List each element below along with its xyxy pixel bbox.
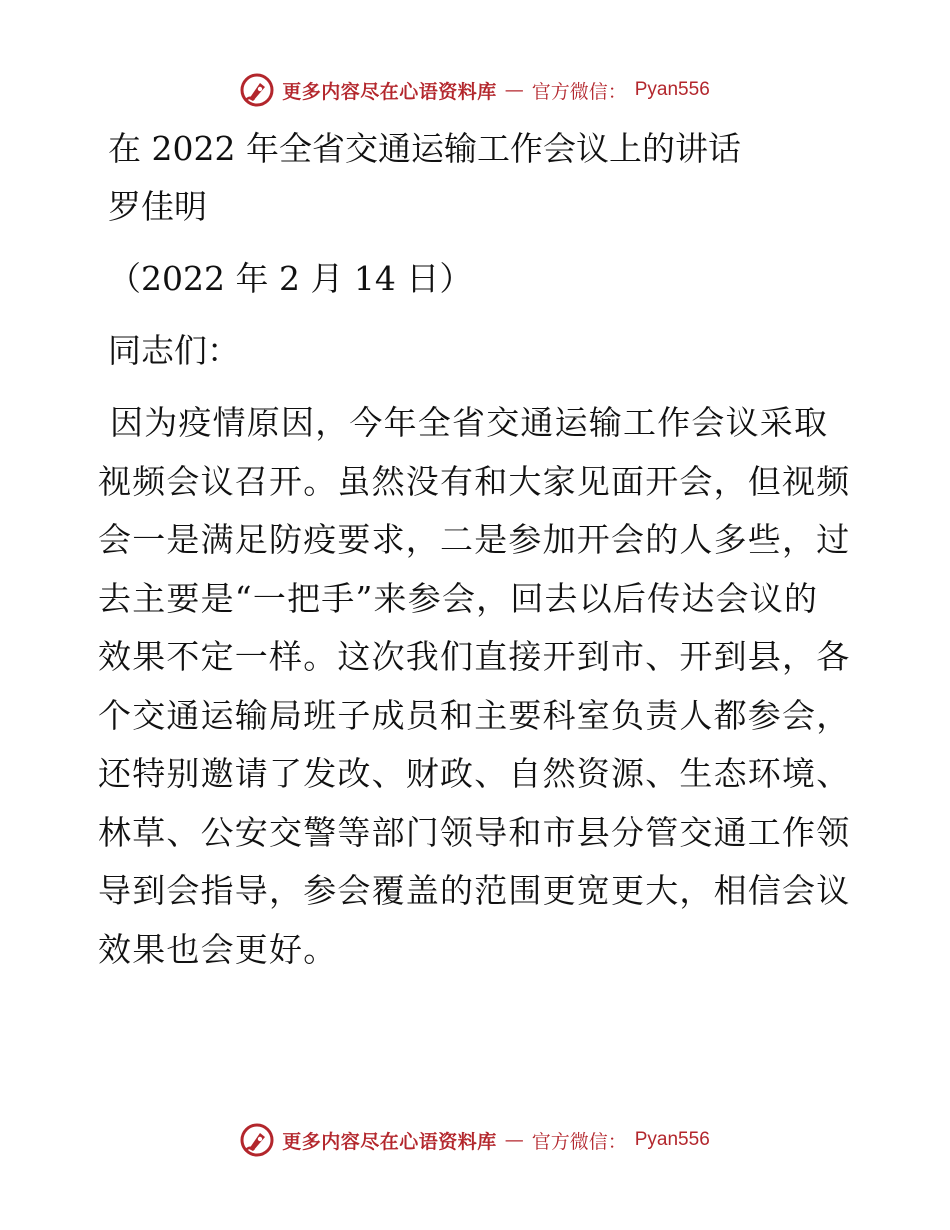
document-body <box>98 120 858 979</box>
footer-banner <box>0 1120 950 1160</box>
speech-paragraph <box>98 394 858 979</box>
banner-wechat-id: Pyan556 <box>634 79 710 100</box>
paragraph-line: 因为疫情原因，今年全省交通运输工作会议采取 <box>110 403 829 442</box>
header-banner <box>0 70 950 110</box>
speech-date: （2022 年 2 月 14 日） <box>108 259 473 298</box>
paragraph-line: 导到会指导，参会覆盖的范围更宽更大，相信会议 <box>98 871 851 910</box>
speech-greeting: 同志们： <box>108 331 240 370</box>
pen-nib-logo-icon <box>240 73 274 107</box>
paragraph-line: 效果不定一样。这次我们直接开到市、开到县，各 <box>98 637 851 676</box>
paragraph-line: 个交通运输局班子成员和主要科室负责人都参会， <box>98 695 851 735</box>
banner-wechat-label: 官方微信： <box>531 80 627 103</box>
banner-text: 更多内容尽在心语资料库 <box>282 1130 497 1153</box>
paragraph-line: 林草、公安交警等部门领导和市县分管交通工作领 <box>98 812 851 852</box>
speech-title: 在 2022 年全省交通运输工作会议上的讲话 <box>108 129 741 168</box>
paragraph-line: 效果也会更好。 <box>98 929 338 969</box>
pen-nib-logo-icon <box>240 1123 274 1157</box>
paragraph-line: 视频会议召开。虽然没有和大家见面开会，但视频 <box>98 461 851 501</box>
banner-dash: — <box>504 79 524 101</box>
banner-text: 更多内容尽在心语资料库 <box>282 80 497 103</box>
banner-wechat-id: Pyan556 <box>634 1129 710 1150</box>
paragraph-line: 会一是满足防疫要求，二是参加开会的人多些，过 <box>98 520 851 559</box>
paragraph-line: 去主要是“一把手”来参会，回去以后传达会议的 <box>98 578 819 618</box>
banner-wechat-label: 官方微信： <box>531 1130 627 1153</box>
banner-dash: — <box>504 1129 524 1151</box>
paragraph-line: 还特别邀请了发改、财政、自然资源、生态环境、 <box>98 754 851 793</box>
speech-author: 罗佳明 <box>108 187 207 226</box>
